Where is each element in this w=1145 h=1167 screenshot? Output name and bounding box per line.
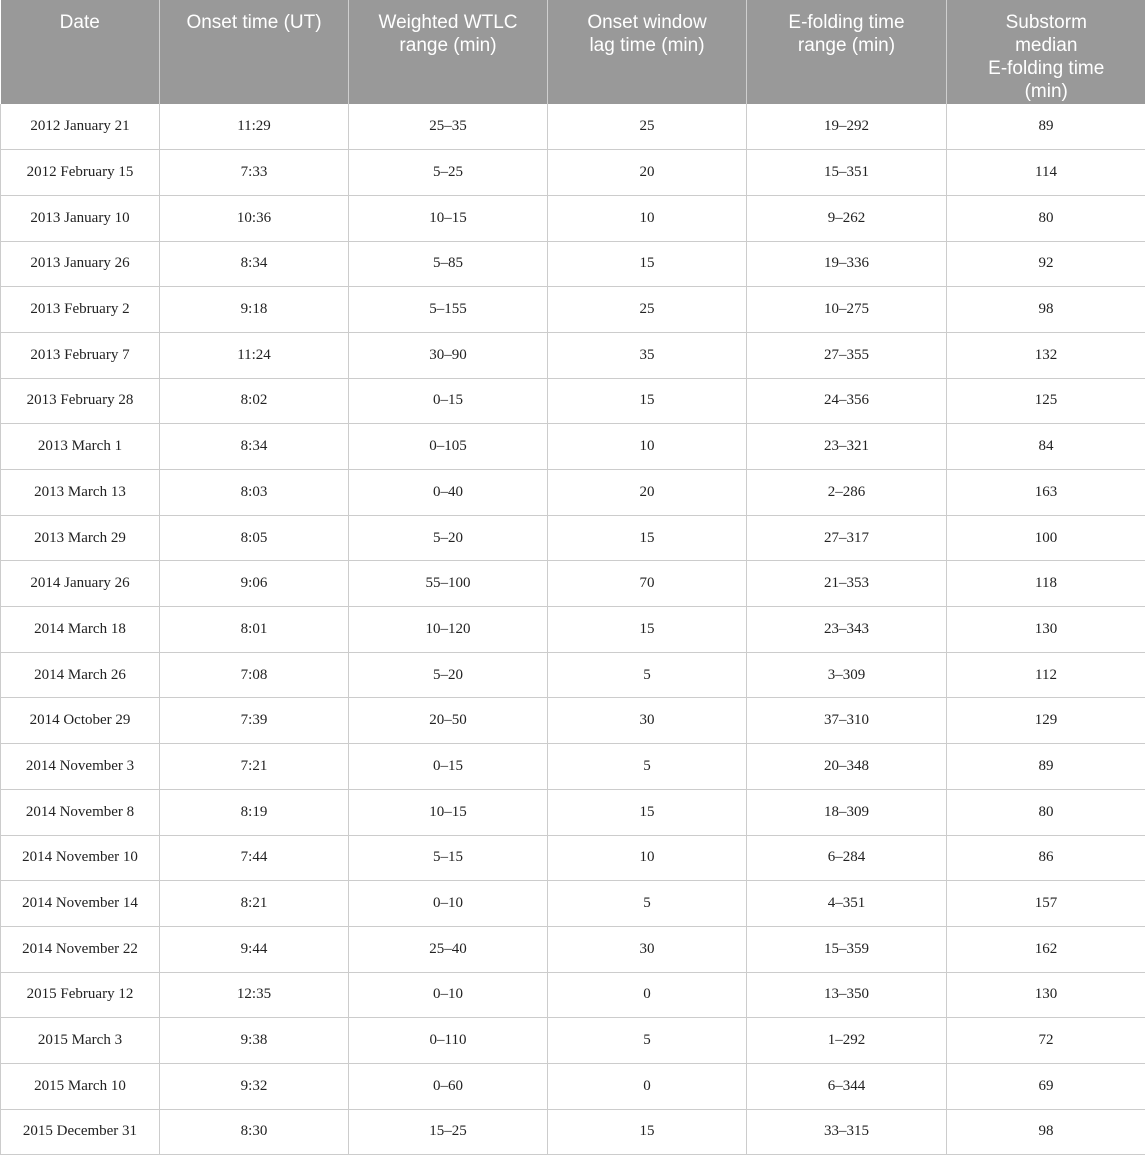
cell-date: 2013 February 28 (1, 378, 160, 424)
cell-date: 2013 February 2 (1, 287, 160, 333)
table-row (1, 515, 1145, 561)
cell-wtlc-range: 0–10 (349, 881, 548, 927)
table-row (1, 287, 1145, 333)
cell-efolding-range: 23–321 (747, 424, 947, 470)
cell-median-efolding: 129 (947, 698, 1145, 744)
cell-median-efolding: 98 (947, 1109, 1145, 1155)
table-row (1, 150, 1145, 196)
cell-median-efolding: 162 (947, 926, 1145, 972)
cell-onset-time: 9:18 (160, 287, 349, 333)
cell-lag-time: 15 (548, 241, 747, 287)
cell-onset-time: 9:38 (160, 1018, 349, 1064)
cell-efolding-range: 10–275 (747, 287, 947, 333)
cell-efolding-range: 21–353 (747, 561, 947, 607)
table-row (1, 1063, 1145, 1109)
cell-median-efolding: 89 (947, 744, 1145, 790)
cell-efolding-range: 2–286 (747, 470, 947, 516)
cell-efolding-range: 19–336 (747, 241, 947, 287)
cell-efolding-range: 15–351 (747, 150, 947, 196)
cell-median-efolding: 92 (947, 241, 1145, 287)
table-row (1, 607, 1145, 653)
cell-wtlc-range: 25–35 (349, 104, 548, 150)
cell-efolding-range: 23–343 (747, 607, 947, 653)
header-onset-time: Onset time (UT) (160, 0, 349, 104)
cell-median-efolding: 98 (947, 287, 1145, 333)
cell-date: 2013 March 29 (1, 515, 160, 561)
cell-wtlc-range: 10–120 (349, 607, 548, 653)
cell-efolding-range: 9–262 (747, 195, 947, 241)
cell-lag-time: 10 (548, 195, 747, 241)
cell-lag-time: 15 (548, 1109, 747, 1155)
cell-lag-time: 0 (548, 1063, 747, 1109)
cell-onset-time: 7:39 (160, 698, 349, 744)
cell-onset-time: 8:05 (160, 515, 349, 561)
table-header (1, 0, 1145, 104)
cell-onset-time: 8:34 (160, 424, 349, 470)
cell-date: 2014 November 14 (1, 881, 160, 927)
cell-lag-time: 5 (548, 652, 747, 698)
table-row (1, 1018, 1145, 1064)
cell-onset-time: 8:19 (160, 789, 349, 835)
cell-median-efolding: 86 (947, 835, 1145, 881)
cell-median-efolding: 157 (947, 881, 1145, 927)
cell-lag-time: 10 (548, 835, 747, 881)
cell-onset-time: 8:30 (160, 1109, 349, 1155)
cell-date: 2014 November 8 (1, 789, 160, 835)
cell-median-efolding: 69 (947, 1063, 1145, 1109)
cell-efolding-range: 4–351 (747, 881, 947, 927)
cell-lag-time: 30 (548, 926, 747, 972)
table-row (1, 378, 1145, 424)
cell-wtlc-range: 5–20 (349, 515, 548, 561)
table-row (1, 241, 1145, 287)
table-row (1, 104, 1145, 150)
table-row (1, 332, 1145, 378)
table-row (1, 424, 1145, 470)
table-row (1, 835, 1145, 881)
cell-efolding-range: 33–315 (747, 1109, 947, 1155)
cell-onset-time: 8:01 (160, 607, 349, 653)
cell-wtlc-range: 0–40 (349, 470, 548, 516)
cell-onset-time: 9:06 (160, 561, 349, 607)
cell-efolding-range: 19–292 (747, 104, 947, 150)
table-row (1, 698, 1145, 744)
header-row (1, 0, 1145, 104)
cell-date: 2013 February 7 (1, 332, 160, 378)
cell-median-efolding: 114 (947, 150, 1145, 196)
cell-median-efolding: 132 (947, 332, 1145, 378)
cell-median-efolding: 72 (947, 1018, 1145, 1064)
cell-wtlc-range: 55–100 (349, 561, 548, 607)
cell-onset-time: 9:44 (160, 926, 349, 972)
cell-wtlc-range: 5–15 (349, 835, 548, 881)
cell-date: 2014 November 10 (1, 835, 160, 881)
cell-date: 2014 March 18 (1, 607, 160, 653)
cell-date: 2015 March 10 (1, 1063, 160, 1109)
cell-wtlc-range: 20–50 (349, 698, 548, 744)
cell-lag-time: 20 (548, 470, 747, 516)
cell-date: 2013 March 13 (1, 470, 160, 516)
cell-wtlc-range: 0–105 (349, 424, 548, 470)
cell-onset-time: 8:21 (160, 881, 349, 927)
cell-wtlc-range: 10–15 (349, 195, 548, 241)
cell-efolding-range: 24–356 (747, 378, 947, 424)
cell-efolding-range: 6–284 (747, 835, 947, 881)
cell-onset-time: 8:03 (160, 470, 349, 516)
cell-lag-time: 5 (548, 744, 747, 790)
cell-wtlc-range: 30–90 (349, 332, 548, 378)
cell-median-efolding: 84 (947, 424, 1145, 470)
table-row (1, 789, 1145, 835)
cell-onset-time: 8:34 (160, 241, 349, 287)
header-efolding-range: E-folding time range (min) (747, 0, 947, 104)
cell-median-efolding: 100 (947, 515, 1145, 561)
cell-efolding-range: 1–292 (747, 1018, 947, 1064)
cell-onset-time: 12:35 (160, 972, 349, 1018)
cell-date: 2014 November 3 (1, 744, 160, 790)
cell-median-efolding: 80 (947, 789, 1145, 835)
table-row (1, 1109, 1145, 1155)
cell-lag-time: 15 (548, 789, 747, 835)
cell-onset-time: 7:21 (160, 744, 349, 790)
cell-date: 2014 November 22 (1, 926, 160, 972)
cell-efolding-range: 20–348 (747, 744, 947, 790)
cell-wtlc-range: 0–10 (349, 972, 548, 1018)
cell-wtlc-range: 5–25 (349, 150, 548, 196)
table-row (1, 972, 1145, 1018)
cell-lag-time: 35 (548, 332, 747, 378)
cell-efolding-range: 3–309 (747, 652, 947, 698)
cell-lag-time: 0 (548, 972, 747, 1018)
cell-lag-time: 70 (548, 561, 747, 607)
cell-wtlc-range: 25–40 (349, 926, 548, 972)
table-row (1, 561, 1145, 607)
header-lag-time: Onset window lag time (min) (548, 0, 747, 104)
cell-median-efolding: 112 (947, 652, 1145, 698)
cell-date: 2014 January 26 (1, 561, 160, 607)
cell-onset-time: 11:29 (160, 104, 349, 150)
cell-date: 2012 January 21 (1, 104, 160, 150)
cell-lag-time: 10 (548, 424, 747, 470)
cell-onset-time: 10:36 (160, 195, 349, 241)
cell-onset-time: 9:32 (160, 1063, 349, 1109)
cell-date: 2013 January 26 (1, 241, 160, 287)
cell-lag-time: 15 (548, 378, 747, 424)
cell-onset-time: 7:08 (160, 652, 349, 698)
cell-date: 2012 February 15 (1, 150, 160, 196)
cell-efolding-range: 18–309 (747, 789, 947, 835)
cell-lag-time: 20 (548, 150, 747, 196)
table-row (1, 195, 1145, 241)
cell-date: 2015 February 12 (1, 972, 160, 1018)
table-body (1, 104, 1145, 1155)
table-row (1, 744, 1145, 790)
cell-lag-time: 25 (548, 104, 747, 150)
table-row (1, 652, 1145, 698)
cell-lag-time: 25 (548, 287, 747, 333)
cell-efolding-range: 15–359 (747, 926, 947, 972)
cell-wtlc-range: 0–60 (349, 1063, 548, 1109)
header-date: Date (1, 0, 160, 104)
cell-efolding-range: 13–350 (747, 972, 947, 1018)
cell-onset-time: 7:44 (160, 835, 349, 881)
cell-onset-time: 8:02 (160, 378, 349, 424)
cell-efolding-range: 6–344 (747, 1063, 947, 1109)
header-median-efolding: Substorm median E-folding time (min) (947, 0, 1145, 104)
cell-date: 2013 January 10 (1, 195, 160, 241)
cell-wtlc-range: 0–15 (349, 744, 548, 790)
cell-onset-time: 7:33 (160, 150, 349, 196)
cell-date: 2015 December 31 (1, 1109, 160, 1155)
cell-wtlc-range: 15–25 (349, 1109, 548, 1155)
table-row (1, 881, 1145, 927)
header-wtlc-range: Weighted WTLC range (min) (349, 0, 548, 104)
cell-date: 2014 March 26 (1, 652, 160, 698)
cell-wtlc-range: 0–15 (349, 378, 548, 424)
cell-wtlc-range: 5–85 (349, 241, 548, 287)
cell-date: 2015 March 3 (1, 1018, 160, 1064)
cell-efolding-range: 27–355 (747, 332, 947, 378)
cell-lag-time: 15 (548, 515, 747, 561)
cell-wtlc-range: 5–155 (349, 287, 548, 333)
cell-date: 2014 October 29 (1, 698, 160, 744)
cell-efolding-range: 27–317 (747, 515, 947, 561)
cell-date: 2013 March 1 (1, 424, 160, 470)
cell-lag-time: 15 (548, 607, 747, 653)
cell-median-efolding: 125 (947, 378, 1145, 424)
cell-median-efolding: 130 (947, 972, 1145, 1018)
cell-wtlc-range: 0–110 (349, 1018, 548, 1064)
cell-median-efolding: 118 (947, 561, 1145, 607)
cell-wtlc-range: 10–15 (349, 789, 548, 835)
cell-wtlc-range: 5–20 (349, 652, 548, 698)
cell-lag-time: 30 (548, 698, 747, 744)
cell-lag-time: 5 (548, 881, 747, 927)
table-row (1, 926, 1145, 972)
cell-median-efolding: 89 (947, 104, 1145, 150)
cell-lag-time: 5 (548, 1018, 747, 1064)
cell-efolding-range: 37–310 (747, 698, 947, 744)
cell-onset-time: 11:24 (160, 332, 349, 378)
cell-median-efolding: 80 (947, 195, 1145, 241)
table-row (1, 470, 1145, 516)
cell-median-efolding: 163 (947, 470, 1145, 516)
cell-median-efolding: 130 (947, 607, 1145, 653)
